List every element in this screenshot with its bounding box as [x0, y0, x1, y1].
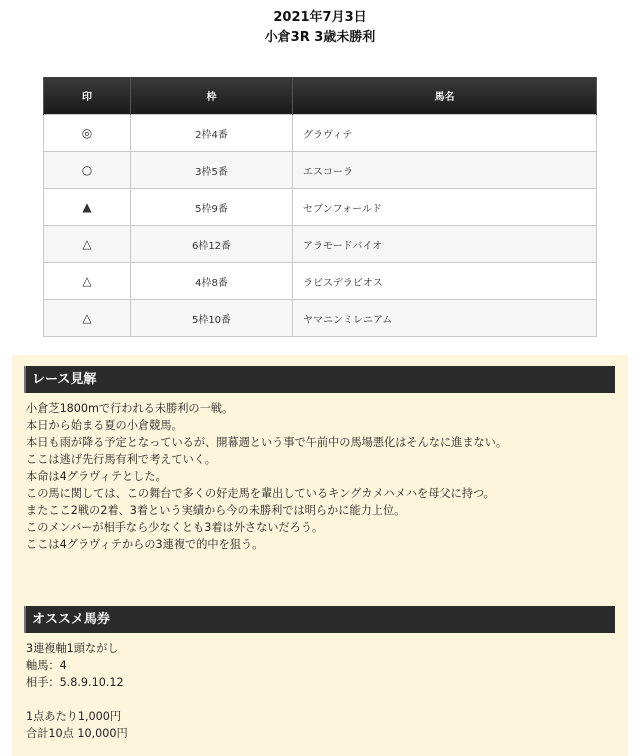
analysis-line: このメンバーが相手なら少なくとも3着は外さないだろう。 [26, 521, 324, 534]
content-panel [12, 355, 628, 756]
spacer [26, 691, 616, 708]
race-date: 2021年7月3日 [273, 10, 367, 25]
analysis-line: またここ2戦の2着、3着という実績から今の未勝利では明らかに能力上位。 [26, 504, 406, 517]
per-point-amount: 1点あたり1,000円 [26, 710, 122, 723]
analysis-line: 本日から始まる夏の小倉競馬。 [26, 419, 183, 432]
column-header-horse: 馬名 [293, 77, 597, 115]
row-horse: グラヴィテ [293, 115, 597, 152]
analysis-line: 小倉芝1800mで行われる未勝利の一戦。 [26, 402, 234, 415]
row-post: 6枠12番 [131, 226, 293, 263]
row-post: 2枠4番 [131, 115, 293, 152]
row-post: 5枠10番 [131, 300, 293, 337]
column-header-mark: 印 [44, 77, 131, 115]
table-row [44, 115, 597, 152]
row-mark: ◎ [44, 115, 131, 152]
analysis-line: 本日も雨が降る予定となっているが、開幕週という事で午前中の馬場悪化はそんなに進まない。 [26, 436, 508, 449]
total-amount: 合計10点 10,000円 [26, 727, 128, 740]
analysis-line: この馬に関しては、この舞台で多くの好走馬を輩出しているキングカメハメハを母父に持つ。 [26, 487, 495, 500]
recommend-text [26, 640, 616, 742]
row-post: 3枠5番 [131, 152, 293, 189]
table-header-row [44, 77, 597, 115]
partner-horses: 相手：5.8.9.10.12 [26, 676, 124, 689]
table-row [44, 300, 597, 337]
row-post: 4枠8番 [131, 263, 293, 300]
analysis-heading: レース見解 [24, 366, 615, 393]
row-mark: ▲ [44, 189, 131, 226]
row-mark: △ [44, 226, 131, 263]
row-horse: エスコーラ [293, 152, 597, 189]
race-title [0, 8, 640, 48]
analysis-line: ここは逃げ先行馬有利で考えていく。 [26, 453, 216, 466]
axis-horse: 軸馬：4 [26, 659, 67, 672]
recommend-heading: オススメ馬券 [24, 606, 615, 633]
table-row [44, 189, 597, 226]
analysis-text [26, 400, 616, 553]
race-name: 小倉3R 3歳未勝利 [264, 30, 376, 45]
row-mark: ○ [44, 152, 131, 189]
column-header-post: 枠 [131, 77, 293, 115]
row-horse: ヤマニンミレニアム [293, 300, 597, 337]
picks-table [43, 77, 597, 337]
row-mark: △ [44, 300, 131, 337]
row-horse: セブンフォールド [293, 189, 597, 226]
row-mark: △ [44, 263, 131, 300]
table-row [44, 263, 597, 300]
row-post: 5枠9番 [131, 189, 293, 226]
analysis-line: ここは4グラヴィテからの3連複で的中を狙う。 [26, 538, 264, 551]
row-horse: ラビスデラビオス [293, 263, 597, 300]
table-row [44, 226, 597, 263]
row-horse: アラモードバイオ [293, 226, 597, 263]
analysis-line: 本命は4グラヴィテとした。 [26, 470, 167, 483]
bet-type: 3連複軸1頭ながし [26, 642, 119, 655]
table-row [44, 152, 597, 189]
